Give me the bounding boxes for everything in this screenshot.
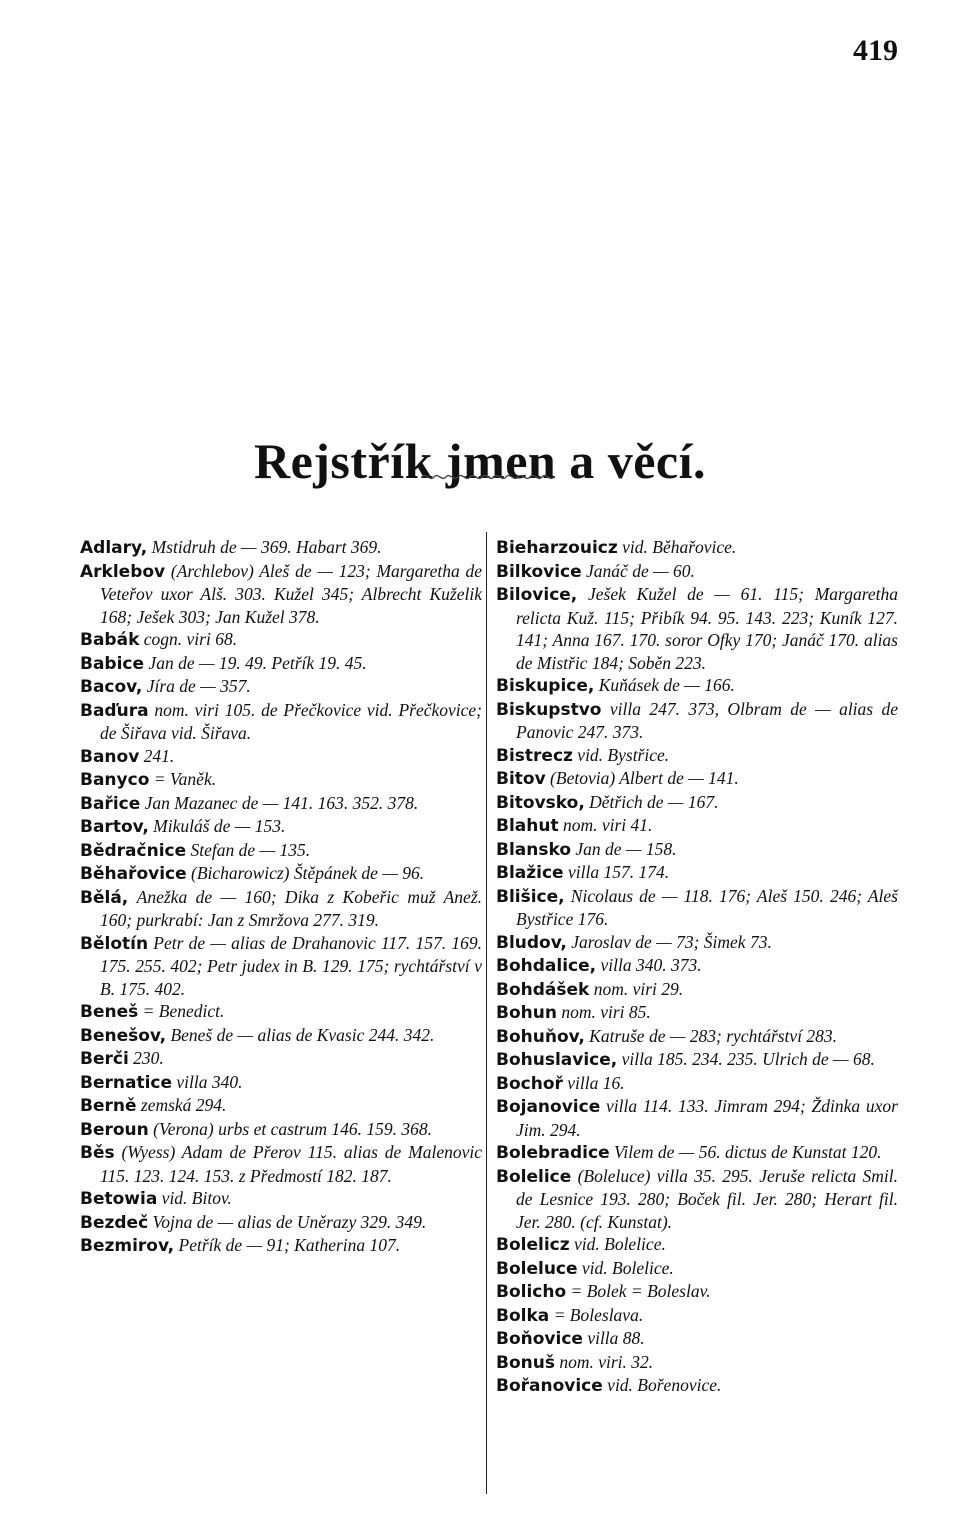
- entry-headword: Babák: [80, 630, 140, 650]
- entry-references: Jíra de — 357.: [146, 676, 251, 696]
- index-entry: [80, 1211, 482, 1235]
- index-entry: [80, 675, 482, 699]
- entry-headword: Boleluce: [496, 1258, 578, 1279]
- entry-headword: Bělá,: [80, 887, 129, 908]
- entry-headword: Bohdalice,: [496, 956, 597, 976]
- index-entry: [80, 745, 482, 769]
- index-entry: [496, 791, 898, 815]
- index-entry: [496, 1374, 898, 1398]
- entry-references: (Betovia) Albert de — 141.: [550, 768, 739, 788]
- entry-headword: Bařice: [80, 793, 141, 814]
- index-entry: [496, 885, 898, 931]
- entry-references: nom. viri 105. de Přečkovice vid. Přečkovice; de Šiřava vid. Šiřava.: [100, 699, 482, 743]
- index-entry: [496, 767, 898, 791]
- index-entry: [80, 1071, 482, 1095]
- index-columns: [80, 536, 910, 1501]
- entry-headword: Bartov,: [80, 817, 149, 837]
- index-entry: [80, 560, 482, 629]
- index-entry: [80, 536, 482, 560]
- entry-references: = Boleslava.: [553, 1304, 644, 1325]
- entry-headword: Blansko: [496, 839, 572, 860]
- entry-references: Jan de — 158.: [575, 838, 677, 859]
- entry-headword: Adlary,: [80, 538, 148, 558]
- entry-references: nom. viri 41.: [562, 815, 653, 835]
- index-entry: [496, 674, 898, 698]
- entry-references: Ješek Kužel de — 61. 115; Margaretha relicta Kuž. 115; Přibík 94. 95. 143. 223; Kuník 127. 141; Anna 167. 170. soror Ofky 170; Janáč 170. alias de Mistřic 184; Soběn 223.: [516, 584, 898, 673]
- entry-references: Katruše de — 283; rychtářství 283.: [589, 1025, 838, 1046]
- entry-headword: Bolelice: [496, 1166, 572, 1187]
- entry-references: Jan Mazanec de — 141. 163. 352. 378.: [144, 792, 419, 813]
- index-entry: [496, 1025, 898, 1049]
- entry-references: vid. Bolelice.: [574, 1234, 666, 1254]
- entry-references: Vilem de — 56. dictus de Kunstat 120.: [614, 1142, 882, 1162]
- index-entry: [496, 1141, 898, 1165]
- index-entry: [80, 699, 482, 745]
- entry-references: vid. Bořenovice.: [607, 1375, 722, 1395]
- entry-headword: Bilovice,: [496, 585, 578, 605]
- entry-headword: Bolelicz: [496, 1235, 570, 1255]
- index-entry: [496, 698, 898, 744]
- entry-references: nom. viri. 32.: [559, 1351, 654, 1372]
- entry-headword: Bezdeč: [80, 1212, 149, 1233]
- index-entry: [496, 1072, 898, 1096]
- index-entry: [496, 1351, 898, 1375]
- entry-headword: Bitovsko,: [496, 792, 585, 813]
- entry-references: Vojna de — alias de Uněrazy 329. 349.: [152, 1211, 427, 1232]
- entry-headword: Banov: [80, 746, 140, 767]
- entry-headword: Beroun: [80, 1119, 149, 1140]
- entry-references: = Bolek = Boleslav.: [570, 1281, 711, 1301]
- index-entry: [496, 931, 898, 955]
- entry-references: Kuňásek de — 166.: [598, 675, 735, 695]
- entry-headword: Blahut: [496, 816, 559, 836]
- entry-references: villa 88.: [587, 1328, 645, 1348]
- entry-headword: Biskupstvo: [496, 699, 602, 720]
- entry-headword: Bohuslavice,: [496, 1050, 618, 1070]
- entry-headword: Bieharzouicz: [496, 538, 618, 558]
- entry-references: nom. viri 85.: [561, 1002, 651, 1022]
- entry-references: Janáč de — 60.: [586, 560, 695, 581]
- entry-headword: Beneš: [80, 1002, 139, 1022]
- entry-references: (Bicharowicz) Štěpánek de — 96.: [191, 863, 425, 883]
- entry-headword: Blažice: [496, 863, 564, 883]
- entry-headword: Blišice,: [496, 886, 565, 907]
- entry-references: 230.: [133, 1048, 164, 1068]
- entry-references: villa 247. 373, Olbram de — alias de Panovic 247. 373.: [516, 698, 899, 742]
- index-entry: [496, 744, 898, 768]
- entry-headword: Berně: [80, 1096, 137, 1116]
- entry-headword: Bořanovice: [496, 1376, 603, 1396]
- index-entry: [80, 628, 482, 652]
- entry-headword: Bohdášek: [496, 979, 590, 1000]
- entry-headword: Bitov: [496, 769, 546, 789]
- index-entry: [496, 1327, 898, 1351]
- entry-references: Beneš de — alias de Kvasic 244. 342.: [170, 1024, 435, 1045]
- index-entry: [496, 583, 898, 674]
- entry-headword: Bolka: [496, 1305, 550, 1326]
- ornament-divider: [420, 468, 560, 486]
- index-entry: [80, 1234, 482, 1258]
- entry-headword: Babice: [80, 653, 145, 674]
- index-entry: [80, 768, 482, 792]
- index-entry: [496, 1001, 898, 1025]
- entry-references: Jaroslav de — 73; Šimek 73.: [571, 931, 772, 952]
- entry-references: Jan de — 19. 49. Petřík 19. 45.: [148, 652, 367, 673]
- entry-references: (Wyess) Adam de Přerov 115. alias de Malenovic 115. 123. 124. 153. z Předmostí 182. 187.: [100, 1142, 483, 1186]
- entry-headword: Berči: [80, 1049, 129, 1069]
- entry-headword: Bolicho: [496, 1282, 567, 1302]
- index-entry: [496, 1095, 898, 1141]
- index-entry: [496, 1304, 898, 1328]
- index-entry: [496, 1257, 898, 1281]
- entry-references: cogn. viri 68.: [143, 629, 238, 649]
- index-entry: [496, 954, 898, 978]
- entry-headword: Bělotín: [80, 933, 149, 954]
- index-entry: [80, 815, 482, 839]
- entry-references: (Archlebov) Aleš de — 123; Margaretha de Veteřov uxor Alš. 303. Kužel 345; Albrecht Kuželik 168; Ješek 303; Jan Kužel 378.: [100, 560, 483, 627]
- right-column: [496, 536, 898, 1398]
- index-entry: [496, 838, 898, 862]
- entry-references: = Benedict.: [142, 1001, 225, 1021]
- entry-references: Petřík de — 91; Katherina 107.: [178, 1235, 401, 1255]
- index-entry: [80, 839, 482, 863]
- entry-references: zemská 294.: [140, 1095, 227, 1115]
- index-entry: [80, 932, 482, 1001]
- entry-references: Mikuláš de — 153.: [153, 816, 286, 836]
- index-entry: [496, 536, 898, 560]
- entry-references: Petr de — alias de Drahanovic 117. 157. 169. 175. 255. 402; Petr judex in B. 129. 175; rychtářství v B. 175. 402.: [100, 932, 483, 999]
- entry-headword: Bistrecz: [496, 745, 573, 766]
- entry-headword: Benešov,: [80, 1025, 167, 1046]
- entry-headword: Banyco: [80, 770, 150, 790]
- index-entry: [496, 560, 898, 584]
- entry-references: nom. viri 29.: [593, 978, 684, 999]
- entry-headword: Baďura: [80, 700, 149, 721]
- entry-references: Stefan de — 135.: [190, 839, 311, 860]
- index-entry: [80, 792, 482, 816]
- entry-headword: Běs: [80, 1143, 115, 1163]
- column-divider: [486, 532, 487, 1494]
- entry-references: (Verona) urbs et castrum 146. 159. 368.: [153, 1118, 432, 1139]
- index-entry: [496, 1280, 898, 1304]
- index-entry: [80, 652, 482, 676]
- entry-references: vid. Bystřice.: [577, 744, 670, 765]
- page-title: Rejstřík jmen a věcí.: [253, 432, 707, 489]
- index-entry: [496, 978, 898, 1002]
- entry-references: villa 340. 373.: [600, 955, 702, 975]
- entry-references: Mstidruh de — 369. Habart 369.: [151, 537, 382, 557]
- entry-references: villa 340.: [176, 1071, 243, 1092]
- index-entry: [80, 1047, 482, 1071]
- entry-headword: Bonuš: [496, 1352, 555, 1373]
- entry-references: vid. Bolelice.: [581, 1257, 674, 1278]
- entry-headword: Arklebov: [80, 561, 166, 582]
- entry-references: Dětřich de — 167.: [589, 791, 719, 812]
- index-entry: [496, 861, 898, 885]
- entry-headword: Bolebradice: [496, 1143, 610, 1163]
- index-entry: [496, 1233, 898, 1257]
- entry-headword: Boňovice: [496, 1329, 583, 1349]
- entry-headword: Betowia: [80, 1189, 158, 1209]
- left-column: [80, 536, 482, 1258]
- entry-headword: Bacov,: [80, 677, 143, 697]
- entry-headword: Bochoř: [496, 1073, 563, 1094]
- index-entry: [80, 1187, 482, 1211]
- index-entry: [496, 1165, 898, 1234]
- index-entry: [80, 886, 482, 932]
- page-number: 419: [853, 34, 898, 67]
- index-entry: [80, 1000, 482, 1024]
- entry-references: villa 185. 234. 235. Ulrich de — 68.: [621, 1049, 875, 1069]
- entry-headword: Bohun: [496, 1003, 557, 1023]
- index-entry: [496, 1048, 898, 1072]
- entry-references: vid. Bitov.: [161, 1188, 232, 1208]
- entry-headword: Běhařovice: [80, 864, 187, 884]
- entry-headword: Bohuňov,: [496, 1026, 585, 1047]
- entry-references: villa 157. 174.: [567, 862, 670, 882]
- entry-headword: Bezmirov,: [80, 1236, 175, 1256]
- entry-references: Nicolaus de — 118. 176; Aleš 150. 246; Aleš Bystřice 176.: [516, 885, 898, 929]
- index-entry: [80, 1024, 482, 1048]
- entry-references: 241.: [143, 745, 175, 766]
- entry-headword: Bernatice: [80, 1072, 173, 1093]
- entry-references: vid. Běhařovice.: [622, 537, 737, 557]
- entry-headword: Bědračnice: [80, 840, 187, 861]
- entry-references: (Boleluce) villa 35. 295. Jeruše relicta Smil. de Lesnice 193. 280; Boček fil. Jer. 280; Herart fil. Jer. 280. (cf. Kunstat).: [516, 1165, 898, 1232]
- index-entry: [496, 814, 898, 838]
- entry-headword: Bojanovice: [496, 1097, 601, 1117]
- entry-references: Anežka de — 160; Dika z Kobeřic muž Anež. 160; purkrabí: Jan z Smržova 277. 319.: [100, 886, 483, 930]
- entry-references: villa 16.: [567, 1072, 625, 1093]
- index-entry: [80, 1141, 482, 1187]
- index-entry: [80, 1118, 482, 1142]
- entry-headword: Bilkovice: [496, 561, 582, 582]
- entry-references: = Vaněk.: [153, 769, 217, 789]
- entry-headword: Biskupice,: [496, 676, 595, 696]
- index-entry: [80, 1094, 482, 1118]
- entry-headword: Bludov,: [496, 932, 567, 953]
- entry-references: villa 114. 133. Jimram 294; Ždinka uxor Jim. 294.: [516, 1096, 898, 1140]
- index-entry: [80, 862, 482, 886]
